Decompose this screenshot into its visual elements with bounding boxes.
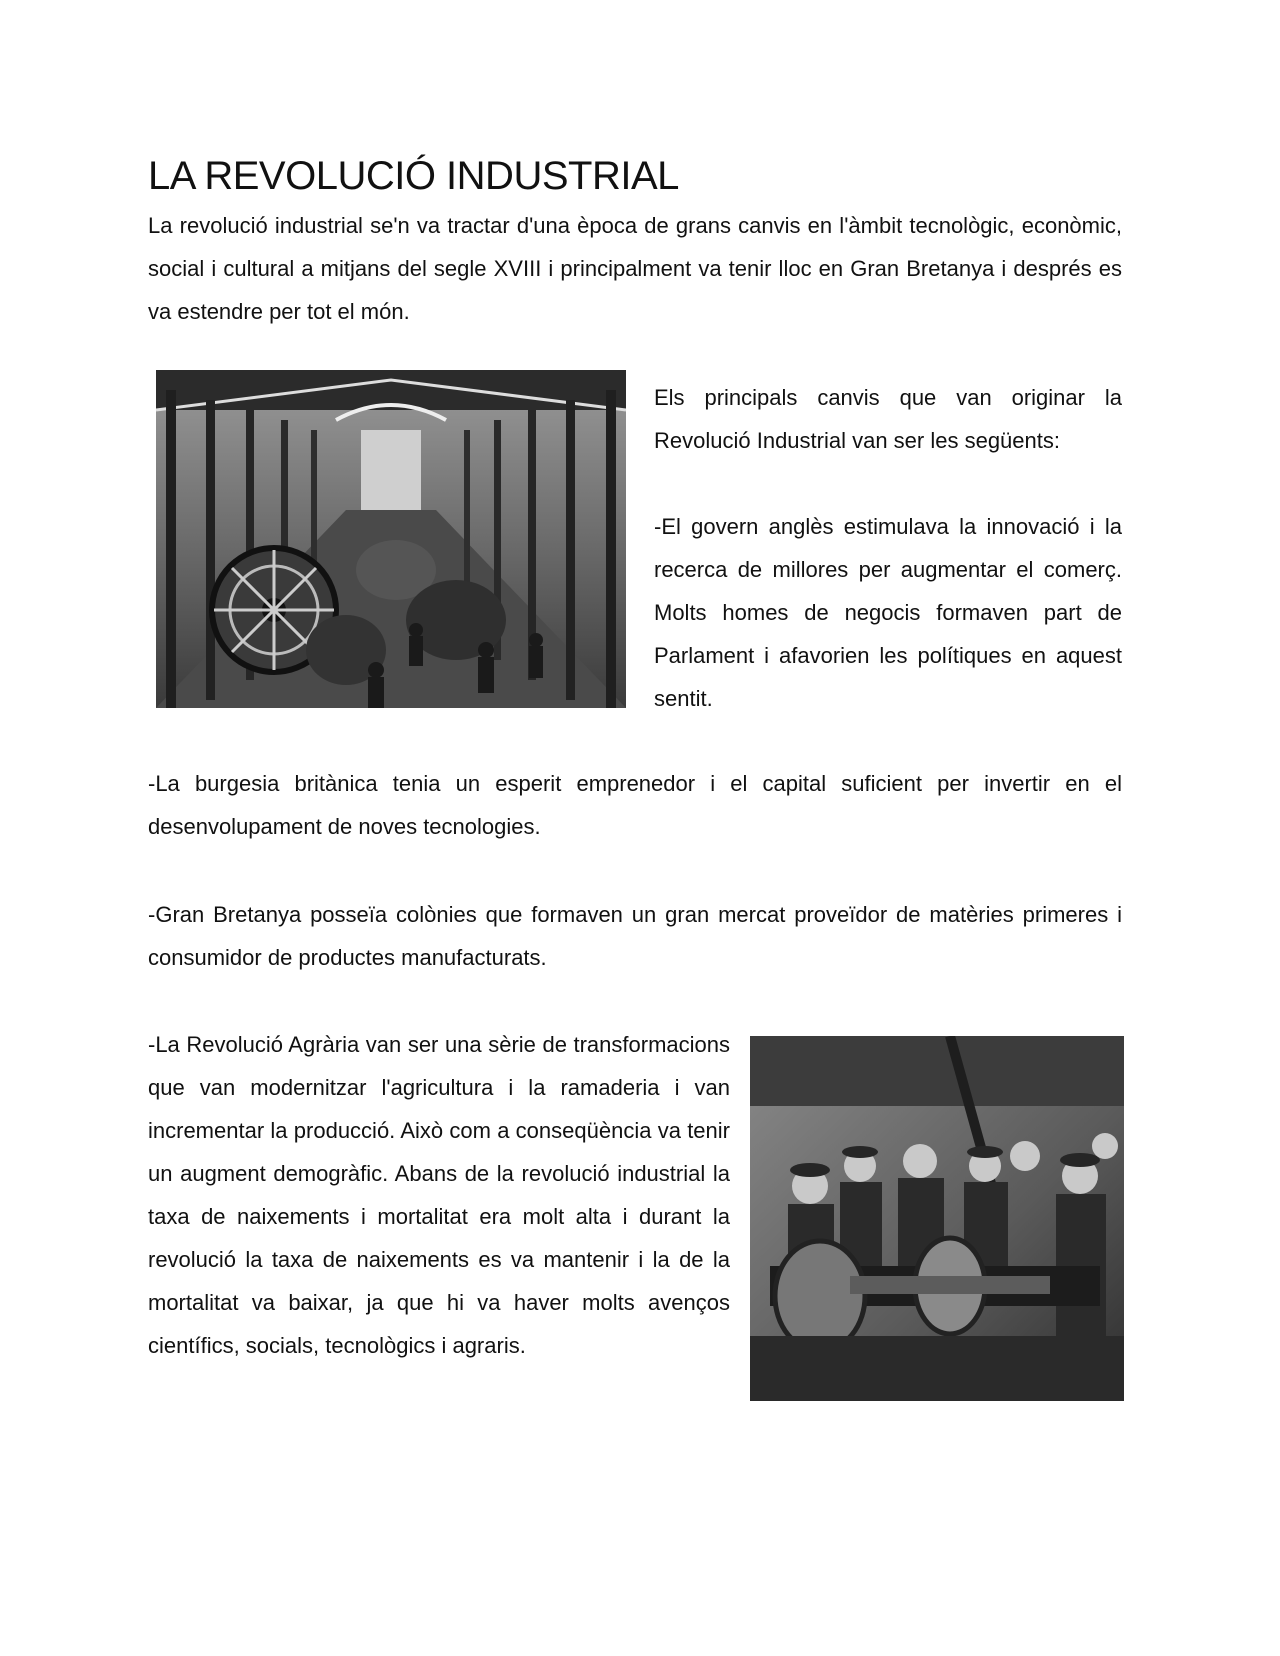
- causes-intro-paragraph: Els principals canvis que van originar la Revolució Industrial van ser les següents:: [654, 385, 1122, 453]
- cause-agrarian-paragraph: -La Revolució Agrària van ser una sèrie de transformacions que van modernitzar l'agricultura i la ramaderia i van incrementar la producció. Això com a conseqüència va tenir un augment demogràfic. Abans de la revolució industrial la taxa de naixements i mortalitat era molt alta i durant la revolució la taxa de naixements es va mantenir i la de la mortalitat va baixar, ja que hi va haver molts avenços científics, socials, tecnològics i agraris.: [148, 1032, 730, 1358]
- causes-column: [654, 376, 1122, 720]
- workers-photo-image: [750, 1036, 1124, 1401]
- document-page: [148, 0, 1122, 1656]
- cause-agrarian-section: [148, 1023, 730, 1367]
- intro-section: [148, 204, 1122, 333]
- factory-hall-image: [156, 370, 626, 708]
- cause-government-paragraph: -El govern anglès estimulava la innovació i la recerca de millores per augmentar el comerç. Molts homes de negocis formaven part de Parlament i afavorien les polítiques en aquest sentit.: [654, 514, 1122, 711]
- intro-paragraph: La revolució industrial se'n va tractar d'una època de grans canvis en l'àmbit tecnològic, econòmic, social i cultural a mitjans del segle XVIII i principalment va tenir lloc en Gran Bretanya i després es va estendre per tot el món.: [148, 213, 1122, 324]
- cause-colonies-paragraph: -Gran Bretanya posseïa colònies que formaven un gran mercat proveïdor de matèries primeres i consumidor de productes manufacturats.: [148, 902, 1122, 970]
- cause-bourgeoisie-section: [148, 762, 1122, 848]
- page-title: LA REVOLUCIÓ INDUSTRIAL: [148, 154, 679, 198]
- cause-colonies-section: [148, 893, 1122, 979]
- cause-bourgeoisie-paragraph: -La burgesia britànica tenia un esperit emprenedor i el capital suficient per invertir en el desenvolupament de noves tecnologies.: [148, 771, 1122, 839]
